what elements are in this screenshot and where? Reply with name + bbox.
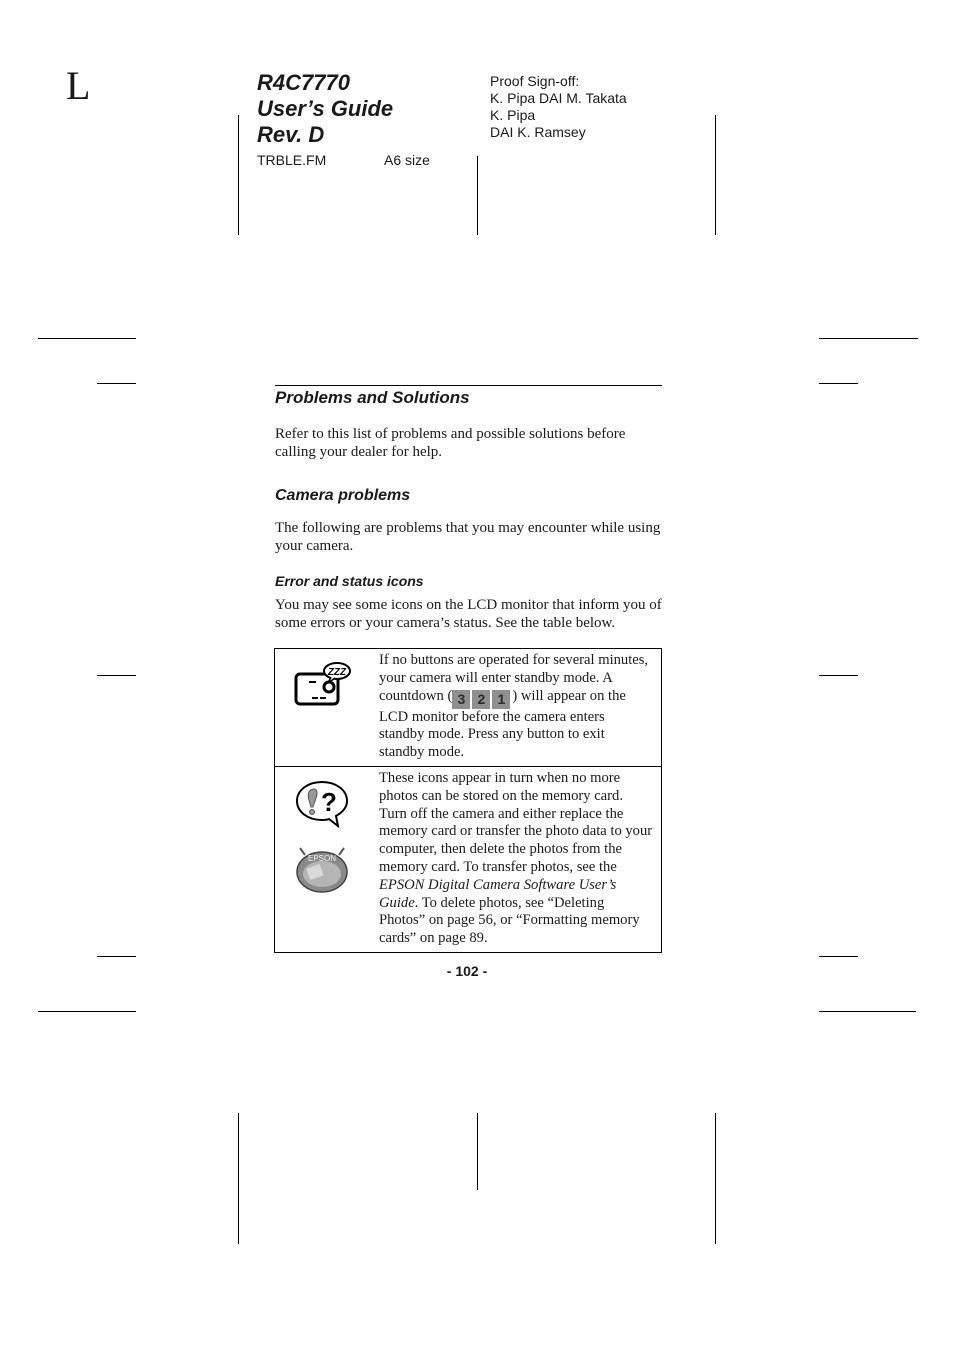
- page-number: - 102 -: [446, 963, 488, 979]
- crop-mark: [97, 675, 136, 676]
- countdown-2: 2: [472, 690, 490, 709]
- description-cell: [378, 766, 662, 952]
- standby-text-2: ) will appear on the LCD monitor before the camera enters standby mode. Press any button to exit standby mode.: [379, 687, 626, 761]
- crop-mark: [819, 383, 858, 384]
- crop-mark: [477, 156, 478, 235]
- table-row: [275, 766, 662, 952]
- icons-heading: Error and status icons: [275, 573, 424, 589]
- table-row: [275, 649, 662, 767]
- memory-full-text-1: These icons appear in turn when no more photos can be stored on the memory card. Turn off the camera and either replace the memory card or transfer the photo data to your computer, then delete the photos from the memory card. To transfer photos, see the: [379, 769, 653, 875]
- icons-intro: You may see some icons on the LCD monitor that inform you of some errors or your camera’s status. See the table below.: [275, 597, 662, 631]
- crop-mark: [715, 115, 716, 235]
- epson-card-icon: [294, 844, 350, 894]
- doc-title-line-3: Rev. D: [257, 122, 325, 147]
- crop-mark: [238, 115, 239, 235]
- countdown-3: 3: [452, 690, 470, 709]
- crop-mark: [97, 383, 136, 384]
- camera-problems-heading: Camera problems: [275, 487, 411, 504]
- doc-title-line-1: R4C7770: [257, 70, 350, 95]
- crop-mark: [238, 1113, 239, 1244]
- crop-mark: [819, 675, 858, 676]
- page-size: A6 size: [384, 152, 430, 168]
- filename: TRBLE.FM: [257, 152, 327, 168]
- epson-label: EPSON: [307, 853, 337, 863]
- camera-problems-intro: The following are problems that you may encounter while using your camera.: [275, 520, 661, 554]
- memory-full-text-2: . To delete photos, see “Deleting Photos” on page 56, or “Formatting memory cards” on page 89.: [379, 894, 640, 947]
- doc-title-line-2: User’s Guide: [257, 96, 394, 121]
- standby-camera-zzz-icon: [293, 660, 353, 712]
- proof-line-4: DAI K. Ramsey: [490, 124, 586, 140]
- memory-full-question-icon: [294, 778, 350, 828]
- icon-cell: [275, 649, 379, 767]
- description-cell: [378, 649, 662, 767]
- crop-mark: [477, 1113, 478, 1190]
- crop-mark: [819, 1011, 916, 1012]
- section-rule: [275, 385, 662, 386]
- svg-text:?: ?: [321, 786, 337, 817]
- crop-mark: [38, 338, 136, 339]
- section-intro: Refer to this list of problems and possible solutions before calling your dealer for help.: [275, 426, 626, 460]
- software-guide-reference: EPSON Digital Camera Software User’s Guide: [379, 876, 617, 911]
- countdown-1: 1: [492, 690, 510, 709]
- crop-mark: [819, 338, 918, 339]
- proof-line-1: Proof Sign-off:: [490, 73, 580, 89]
- icons-table: [274, 648, 662, 953]
- zzz-badge: ZZZ: [327, 667, 347, 678]
- crop-mark: [819, 956, 858, 957]
- crop-mark: [38, 1011, 136, 1012]
- crop-mark: [715, 1113, 716, 1244]
- standby-text-1: If no buttons are operated for several minutes, your camera will enter standby mode. A countdown (: [379, 652, 649, 704]
- icon-cell: [275, 766, 379, 952]
- section-title: Problems and Solutions: [275, 388, 470, 407]
- crop-mark: [97, 956, 136, 957]
- proof-line-3: K. Pipa: [490, 107, 536, 123]
- proof-line-2: K. Pipa DAI M. Takata: [490, 90, 627, 106]
- corner-mark: L: [66, 63, 91, 108]
